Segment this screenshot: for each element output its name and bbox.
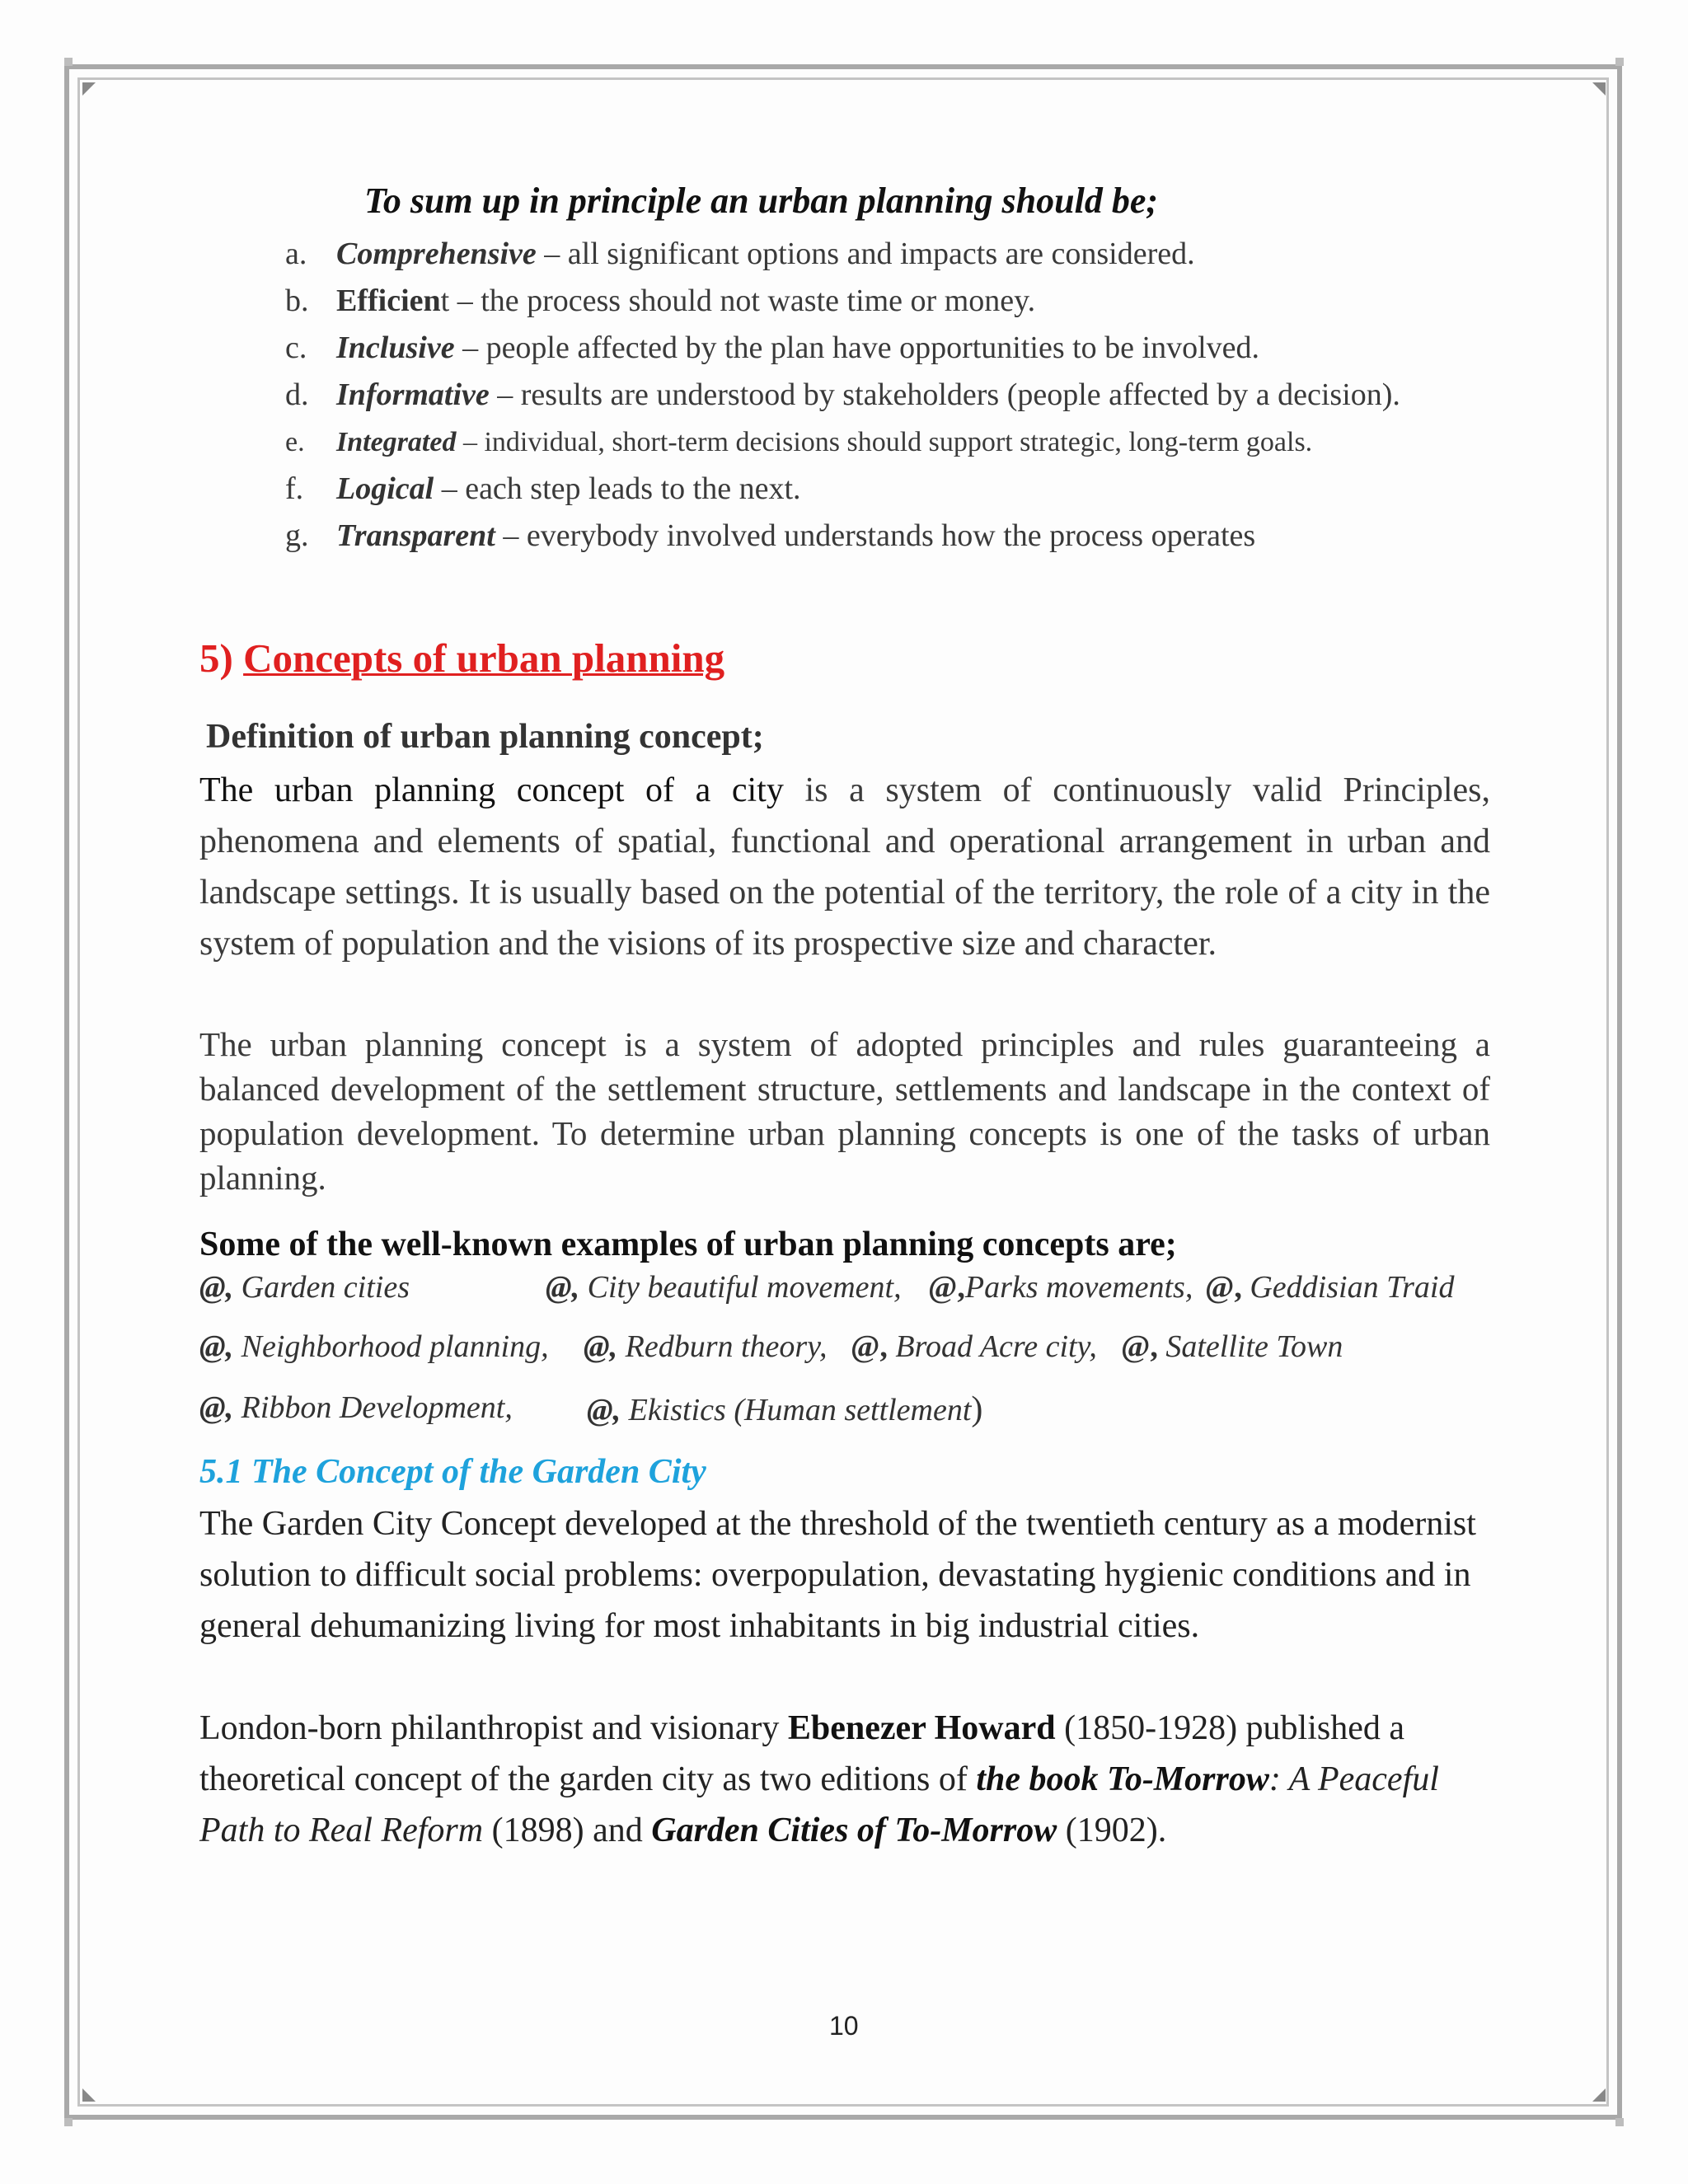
list-marker: b. — [285, 284, 309, 318]
list-item — [285, 325, 1497, 372]
list-marker: g. — [285, 518, 309, 553]
page-number: 10 — [829, 2011, 859, 2041]
description: – each step leads to the next. — [434, 471, 801, 506]
description: – individual, short-term decisions should support strategic, long-term goals. — [456, 427, 1313, 457]
garden-city-paragraph-2 — [199, 1703, 1493, 1856]
example-item — [199, 1390, 513, 1426]
example-text: Parks movements, — [964, 1270, 1193, 1305]
at-marker: @, — [199, 1329, 234, 1364]
principles-list — [285, 231, 1497, 560]
description: – people affected by the plan have opportunities to be involved. — [454, 330, 1260, 365]
list-item — [285, 419, 1497, 466]
example-text: Satellite Town — [1165, 1329, 1343, 1364]
summary-title: To sum up in principle an urban planning should be; — [364, 180, 1159, 221]
at-marker: @, — [587, 1393, 621, 1427]
book-subtitle: : A Peaceful Path to Real Reform — [199, 1760, 1439, 1849]
section-heading-5 — [199, 635, 724, 682]
list-marker: f. — [285, 471, 304, 506]
book-title: the book To-Morrow — [976, 1760, 1269, 1798]
term: Integrated — [336, 427, 457, 457]
list-item — [285, 513, 1497, 560]
at-marker: @, — [584, 1329, 618, 1364]
frame-notch — [64, 58, 73, 66]
list-item — [285, 231, 1497, 278]
example-text: Redburn theory, — [625, 1329, 828, 1364]
corner-ornament-top-left — [82, 82, 96, 96]
text-run: (1898) and — [483, 1811, 652, 1849]
at-marker: @, — [199, 1270, 234, 1305]
corner-ornament-bottom-left — [82, 2088, 96, 2102]
frame-notch — [64, 2118, 73, 2126]
list-marker: c. — [285, 330, 307, 365]
garden-city-paragraph-1: The Garden City Concept developed at the threshold of the twentieth century as a modernist solution to difficult social problems: overpopulation, devastating hygienic conditions and in general dehumanizing living for most inhabitants in big industrial cities. — [199, 1505, 1476, 1645]
example-text: City beautiful movement, — [587, 1270, 902, 1305]
example-text: Geddisian Traid — [1250, 1270, 1455, 1305]
example-text: Ribbon Development, — [241, 1390, 513, 1425]
paragraph-lead: The urban planning concept of a city — [199, 771, 784, 809]
example-item — [546, 1269, 902, 1305]
at-marker: @, — [546, 1270, 580, 1305]
example-item — [1121, 1329, 1343, 1365]
description: – everybody involved understands how the process operates — [495, 518, 1256, 553]
term: Logical — [336, 471, 434, 506]
corner-ornament-bottom-right — [1592, 2088, 1606, 2102]
example-item — [199, 1329, 549, 1365]
list-marker: e. — [285, 427, 305, 457]
section-heading-5-1: 5.1 The Concept of the Garden City — [199, 1453, 706, 1491]
list-item — [285, 278, 1497, 325]
definition-heading: Definition of urban planning concept; — [206, 718, 764, 756]
person-name: Ebenezer Howard — [787, 1709, 1056, 1747]
term: Transparent — [336, 518, 495, 553]
definition-paragraph-1 — [199, 765, 1490, 969]
term-rest: t — [440, 284, 450, 318]
text-run: (1850-1928) published a theoretical concept of the garden city as two editions of — [199, 1709, 1405, 1798]
definition-paragraph-2: The urban planning concept is a system of adopted principles and rules guaranteeing a balanced development of the settlement structure, settlements and landscape in the context of population development. To determine urban planning concepts is one of the tasks of urban planning. — [199, 1025, 1490, 1197]
list-marker: a. — [285, 237, 307, 271]
example-text: Ekistics (Human settlement — [628, 1393, 972, 1427]
term: Informative — [336, 377, 490, 412]
description: – results are understood by stakeholders (people affected by a decision). — [489, 377, 1400, 412]
example-item — [928, 1269, 1193, 1305]
example-item — [851, 1329, 1097, 1365]
description: – all significant options and impacts are considered. — [536, 237, 1195, 271]
section-number: 5) — [199, 635, 244, 681]
frame-notch — [1615, 58, 1624, 66]
example-text: Broad Acre city, — [895, 1329, 1097, 1364]
at-marker: @, — [928, 1270, 965, 1305]
at-marker: @, — [1121, 1329, 1158, 1364]
book-title: Garden Cities of To-Morrow — [651, 1811, 1057, 1849]
text-run: (1902). — [1057, 1811, 1167, 1849]
term: Comprehensive — [336, 237, 537, 271]
example-item — [587, 1390, 982, 1429]
text-run: London-born philanthropist and visionary — [199, 1709, 788, 1747]
at-marker: @, — [851, 1329, 888, 1364]
example-item — [199, 1269, 410, 1305]
at-marker: @, — [199, 1390, 234, 1425]
paragraph-text: is a system of continuously valid Principles, phenomena and elements of spatial, functional and operational arrangement in urban and landscape settings. It is usually based on the potential of the territory, the role of a city in the system of population and the visions of its prospective size and character. — [199, 771, 1490, 963]
frame-notch — [1615, 2118, 1624, 2126]
example-item — [1205, 1269, 1454, 1305]
list-item — [285, 466, 1497, 513]
description: – the process should not waste time or money. — [449, 284, 1036, 318]
at-marker: @, — [1205, 1270, 1242, 1305]
corner-ornament-top-right — [1592, 82, 1606, 96]
section-title: Concepts of urban planning — [243, 635, 725, 681]
closing-paren: ) — [971, 1390, 983, 1428]
list-marker: d. — [285, 377, 309, 412]
term: Efficien — [336, 284, 441, 318]
list-item — [285, 372, 1497, 419]
example-item — [584, 1329, 827, 1365]
term: Inclusive — [336, 330, 455, 365]
example-text: Neighborhood planning, — [241, 1329, 549, 1364]
examples-heading: Some of the well-known examples of urban planning concepts are; — [199, 1226, 1177, 1263]
example-text: Garden cities — [241, 1270, 410, 1305]
